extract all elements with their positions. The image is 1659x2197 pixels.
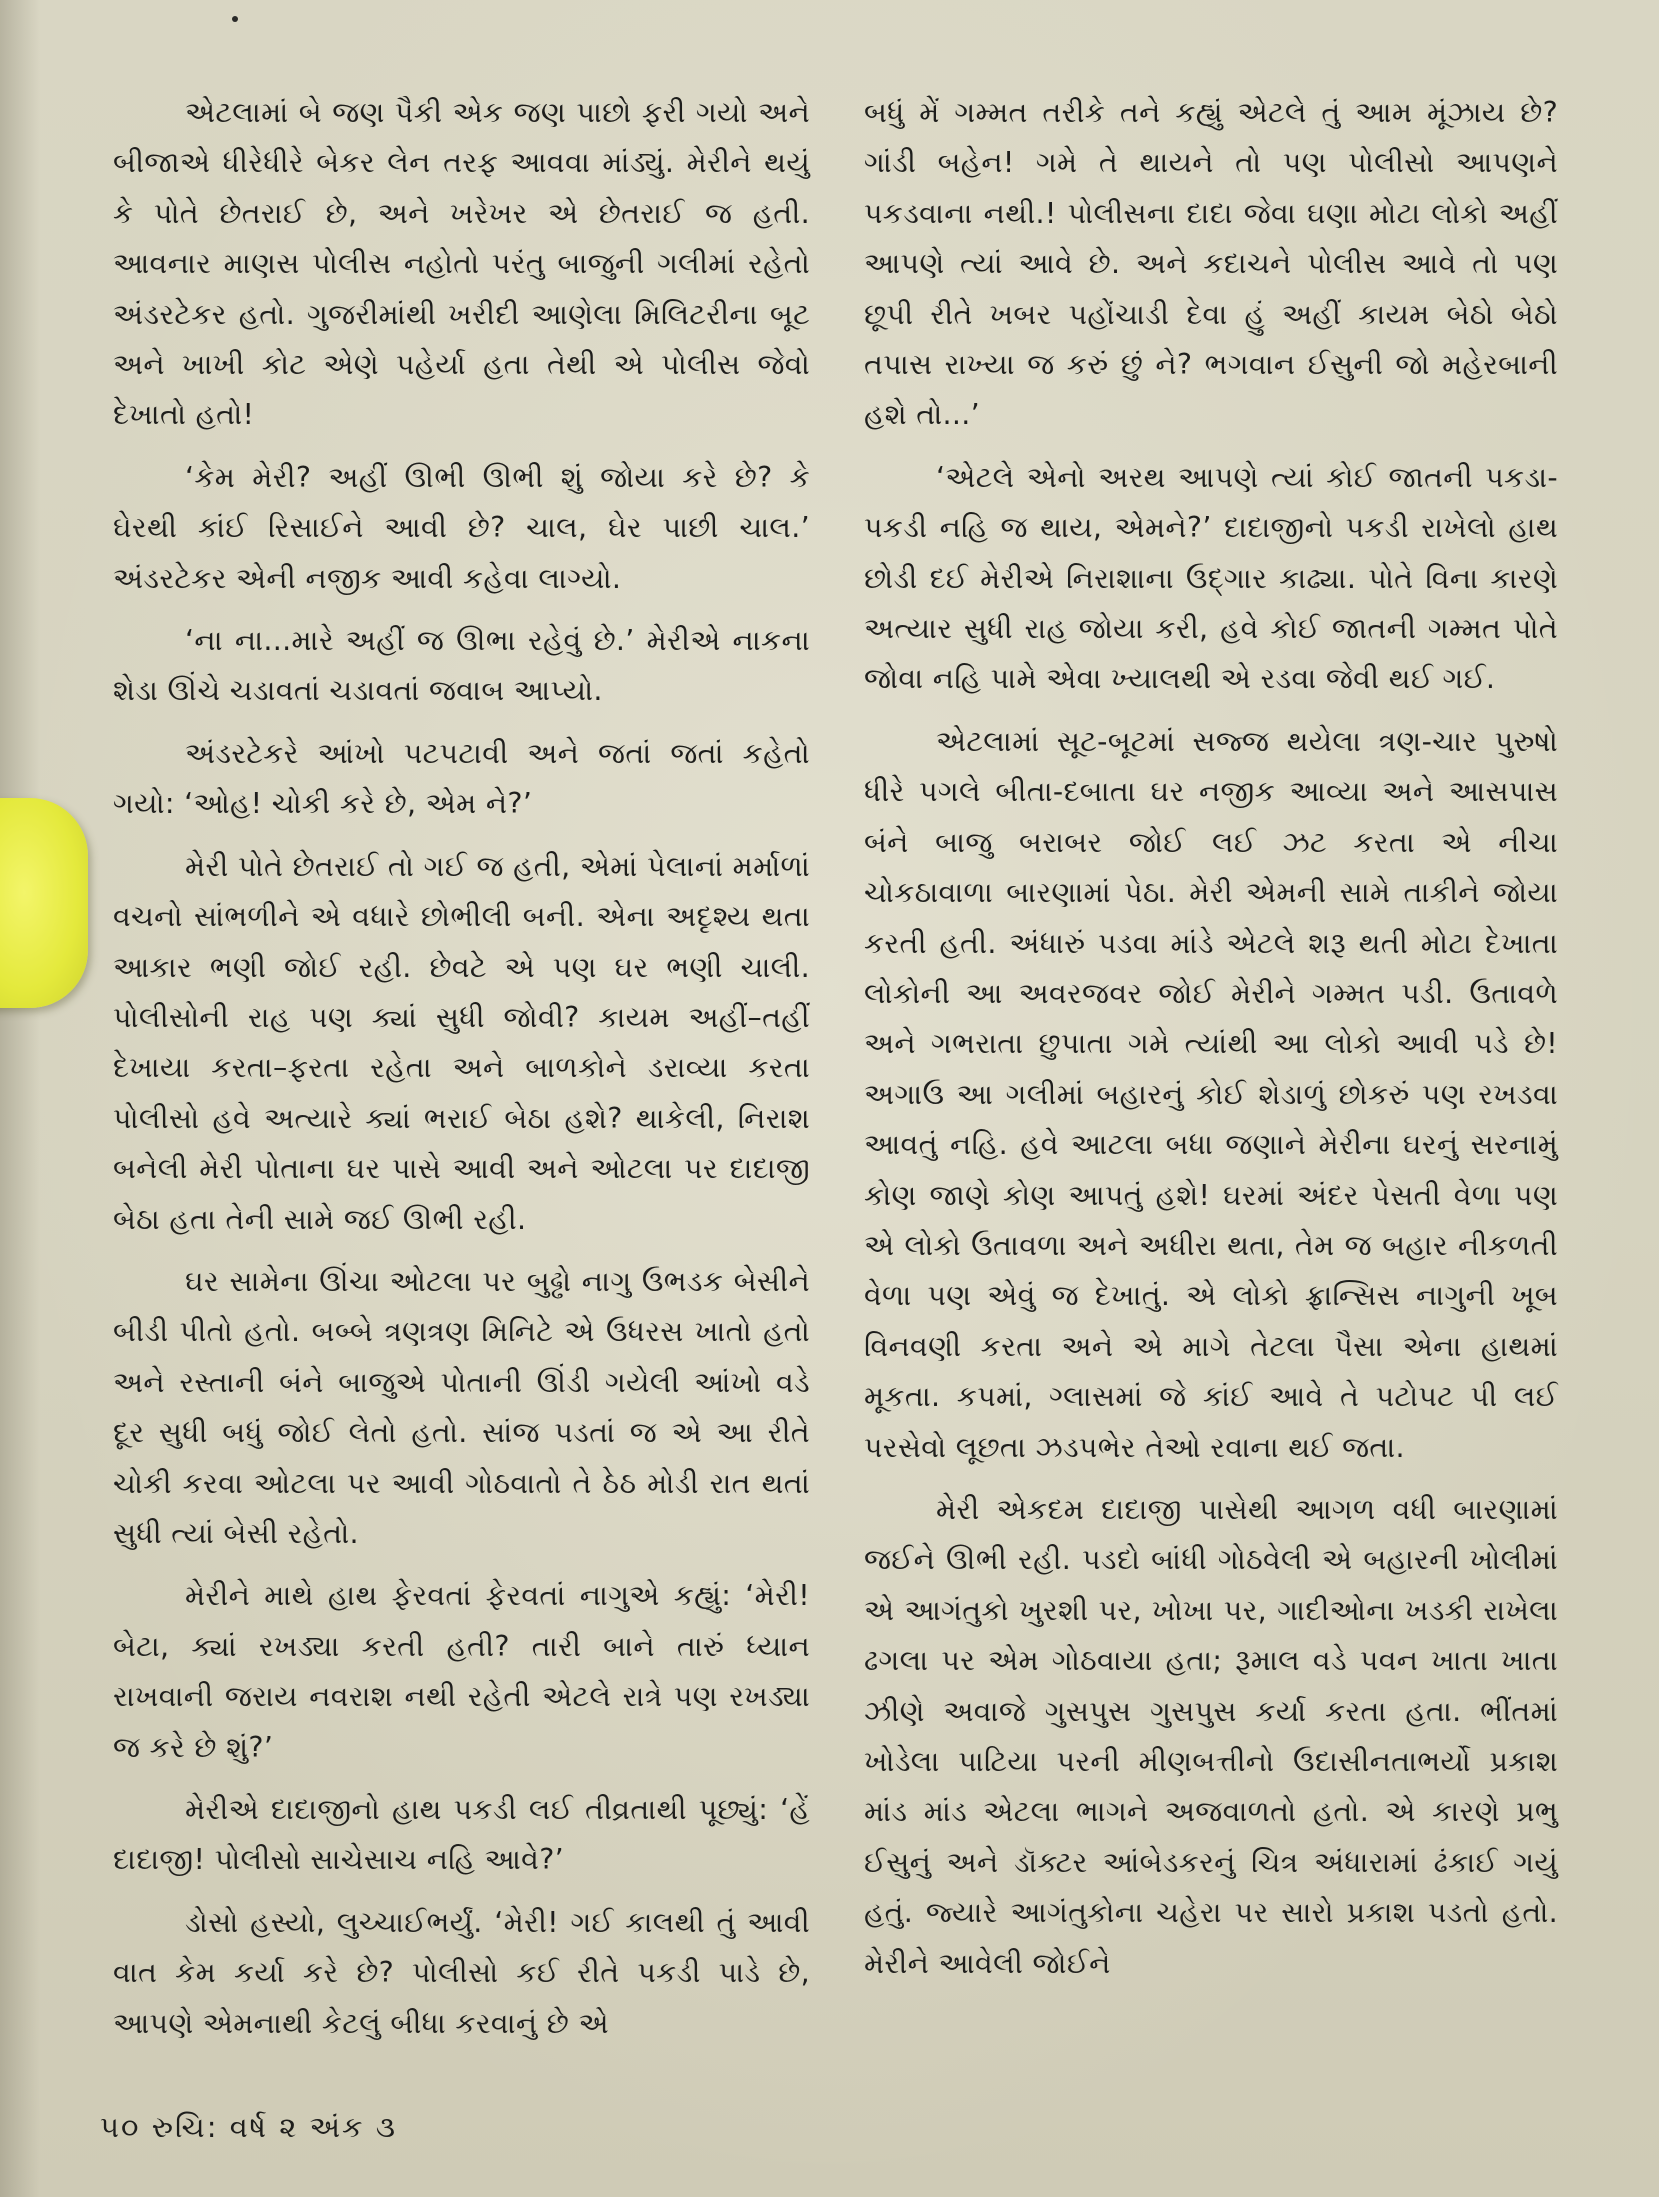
paragraph: એટલામાં બે જણ પૈકી એક જણ પાછો ફરી ગયો અને બીજાએ ધીરેધીરે બેકર લેન તરફ આવવા માંડ્યું. મેરીને થયું કે પોતે છેતરાઈ છે, અને ખરેખર એ છેતરાઈ જ હતી. આવનાર માણસ પોલીસ નહોતો પરંતુ બાજુની ગલીમાં રહેતો અંડરટેકર હતો. ગુજરીમાંથી ખરીદી આણેલા મિલિટરીના બૂટ અને ખાખી કોટ એણે પહેર્યા હતા તેથી એ પોલીસ જેવો દેખાતો હતો!: [113, 96, 810, 432]
paragraph: મેરીએ દાદાજીનો હાથ પકડી લઈ તીવ્રતાથી પૂછ્યું: ‘હેં દાદાજી! પોલીસો સાચેસાચ નહિ આવે?’: [113, 1793, 810, 1877]
page-footer: ૫૦ રુચિ: વર્ષ ૨ અંક ૩: [100, 2110, 398, 2144]
right-column: [864, 88, 1558, 2001]
binding-shadow: [0, 0, 40, 2197]
paragraph: ‘કેમ મેરી? અહીં ઊભી ઊભી શું જોયા કરે છે? કે ઘેરથી કાંઈ રિસાઈને આવી છે? ચાલ, ઘેર પાછી ચાલ.’ અંડરટેકર એની નજીક આવી કહેવા લાગ્યો.: [113, 460, 810, 595]
paragraph: મેરી પોતે છેતરાઈ તો ગઈ જ હતી, એમાં પેલાનાં મર્માળાં વચનો સાંભળીને એ વધારે છોભીલી બની. એના અદૃશ્ય થતા આકાર ભણી જોઈ રહી. છેવટે એ પણ ઘર ભણી ચાલી. પોલીસોની રાહ પણ ક્યાં સુધી જોવી? કાયમ અહીં–તહીં દેખાયા કરતા–ફરતા રહેતા અને બાળકોને ડરાવ્યા કરતા પોલીસો હવે અત્યારે ક્યાં ભરાઈ બેઠા હશે? થાકેલી, નિરાશ બનેલી મેરી પોતાના ઘર પાસે આવી અને ઓટલા પર દાદાજી બેઠા હતા તેની સામે જઈ ઊભી રહી.: [113, 849, 810, 1236]
paragraph: મેરીને માથે હાથ ફેરવતાં ફેરવતાં નાગુએ કહ્યું: ‘મેરી! બેટા, ક્યાં રખડ્યા કરતી હતી? તારી બાને તારું ધ્યાન રાખવાની જરાય નવરાશ નથી રહેતી એટલે રાત્રે પણ રખડ્યા જ કરે છે શું?’: [113, 1579, 810, 1764]
paragraph: ‘ના ના...મારે અહીં જ ઊભા રહેવું છે.’ મેરીએ નાકના શેડા ઊંચે ચડાવતાં ચડાવતાં જવાબ આપ્યો.: [113, 624, 810, 708]
paragraph: ડોસો હસ્યો, લુચ્ચાઈભર્યું. ‘મેરી! ગઈ કાલથી તું આવી વાત કેમ કર્યા કરે છે? પોલીસો કઈ રીતે પકડી પાડે છે, આપણે એમનાથી કેટલું બીધા કરવાનું છે એ: [113, 1905, 810, 2040]
paragraph: બધું મેં ગમ્મત તરીકે તને કહ્યું એટલે તું આમ મૂંઝાય છે? ગાંડી બહેન! ગમે તે થાયને તો પણ પોલીસો આપણને પકડવાના નથી.! પોલીસના દાદા જેવા ઘણા મોટા લોકો અહીં આપણે ત્યાં આવે છે. અને કદાચને પોલીસ આવે તો પણ છૂપી રીતે ખબર પહોંચાડી દેવા હું અહીં કાયમ બેઠો બેઠો તપાસ રાખ્યા જ કરું છું ને? ભગવાન ઈસુની જો મહેરબાની હશે તો...’: [864, 96, 1558, 432]
paragraph: એટલામાં સૂટ-બૂટમાં સજ્જ થયેલા ત્રણ-ચાર પુરુષો ધીરે પગલે બીતા-દબાતા ઘર નજીક આવ્યા અને આસપાસ બંને બાજુ બરાબર જોઈ લઈ ઝટ કરતા એ નીચા ચોકઠાવાળા બારણામાં પેઠા. મેરી એમની સામે તાકીને જોયા કરતી હતી. અંધારું પડવા માંડે એટલે શરૂ થતી મોટા દેખાતા લોકોની આ અવરજવર જોઈ મેરીને ગમ્મત પડી. ઉતાવળે અને ગભરાતા છુપાતા ગમે ત્યાંથી આ લોકો આવી પડે છે! અગાઉ આ ગલીમાં બહારનું કોઈ શેડાળું છોકરું પણ રખડવા આવતું નહિ. હવે આટલા બધા જણાને મેરીના ઘરનું સરનામું કોણ જાણે કોણ આપતું હશે! ઘરમાં અંદર પેસતી વેળા પણ એ લોકો ઉતાવળા અને અધીરા થતા, તેમ જ બહાર નીકળતી વેળા પણ એવું જ દેખાતું. એ લોકો ફ્રાન્સિસ નાગુની ખૂબ વિનવણી કરતા અને એ માગે તેટલા પૈસા એના હાથમાં મૂકતા. કપમાં, ગ્લાસમાં જે કાંઈ આવે તે પટોપટ પી લઈ પરસેવો લૂછતા ઝડપભેર તેઓ રવાના થઈ જતા.: [864, 724, 1558, 1464]
yellow-tab-marker: [0, 798, 88, 1008]
paragraph: ‘એટલે એનો અરથ આપણે ત્યાં કોઈ જાતની પકડા-પકડી નહિ જ થાય, એમને?’ દાદાજીનો પકડી રાખેલો હાથ છોડી દઈ મેરીએ નિરાશાના ઉદ્ગાર કાઢ્યા. પોતે વિના કારણે અત્યાર સુધી રાહ જોયા કરી, હવે કોઈ જાતની ગમ્મત પોતે જોવા નહિ પામે એવા ખ્યાલથી એ રડવા જેવી થઈ ગઈ.: [864, 460, 1558, 696]
left-column: [113, 88, 810, 2061]
paragraph: ઘર સામેના ઊંચા ઓટલા પર બુઢ્ઢો નાગુ ઉભડક બેસીને બીડી પીતો હતો. બબ્બે ત્રણત્રણ મિનિટે એ ઉધરસ ખાતો હતો અને રસ્તાની બંને બાજુએ પોતાની ઊંડી ગયેલી આંખો વડે દૂર સુધી બધું જોઈ લેતો હતો. સાંજ પડતાં જ એ આ રીતે ચોકી કરવા ઓટલા પર આવી ગોઠવાતો તે ઠેઠ મોડી રાત થતાં સુધી ત્યાં બેસી રહેતો.: [113, 1264, 810, 1550]
paragraph: મેરી એકદમ દાદાજી પાસેથી આગળ વધી બારણામાં જઈને ઊભી રહી. પડદો બાંધી ગોઠવેલી એ બહારની ખોલીમાં એ આગંતુકો ખુરશી પર, ખોખા પર, ગાદીઓના ખડકી રાખેલા ઢગલા પર એમ ગોઠવાયા હતા; રૂમાલ વડે પવન ખાતા ખાતા ઝીણે અવાજે ગુસપુસ ગુસપુસ કર્યા કરતા હતા. ભીંતમાં ખોડેલા પાટિયા પરની મીણબત્તીનો ઉદાસીનતાભર્યો પ્રકાશ માંડ માંડ એટલા ભાગને અજવાળતો હતો. એ કારણે પ્રભુ ઈસુનું અને ડૉક્ટર આંબેડકરનું ચિત્ર અંધારામાં ઢંકાઈ ગયું હતું. જ્યારે આગંતુકોના ચહેરા પર સારો પ્રકાશ પડતો હતો. મેરીને આવેલી જોઈને: [864, 1492, 1558, 1980]
paragraph: અંડરટેકરે આંખો પટપટાવી અને જતાં જતાં કહેતો ગયો: ‘ઓહ! ચોકી કરે છે, એમ ને?’: [113, 736, 810, 821]
ink-dot: [232, 16, 238, 22]
